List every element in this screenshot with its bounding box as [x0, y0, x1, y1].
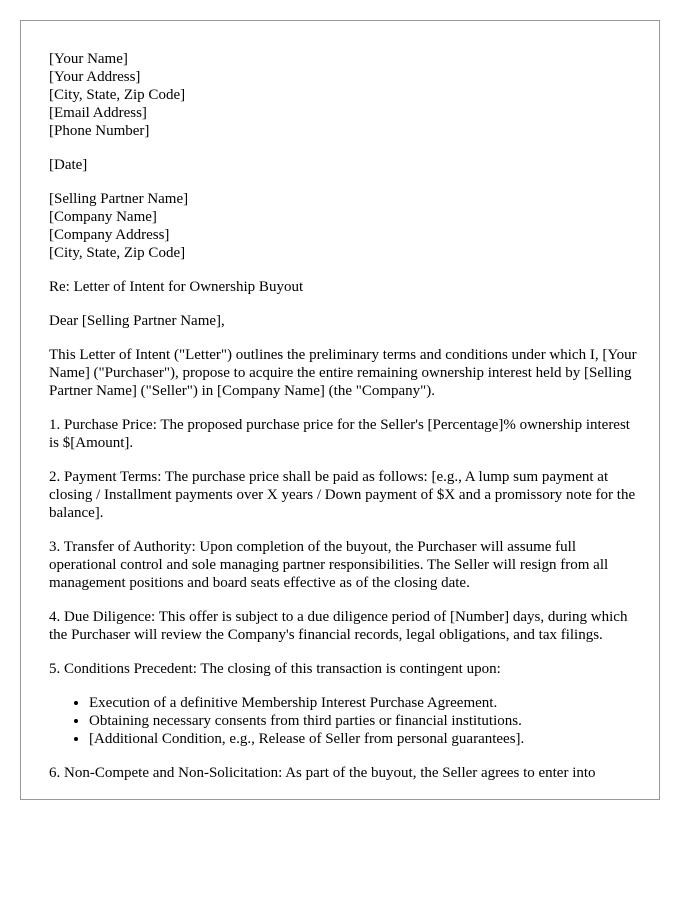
condition-item: • Execution of a definitive Membership Interest Purchase Agreement.	[89, 694, 643, 712]
section-due-diligence: 4. Due Diligence: This offer is subject to a due diligence period of [Number] days, during which the Purchaser will review the Company's financial records, legal obligations, and tax filings.	[49, 609, 628, 643]
recipient-company: [Company Name]	[49, 209, 157, 225]
section-purchase-price: 1. Purchase Price: The proposed purchase price for the Seller's [Percentage]% ownership interest is $[Amount].	[49, 417, 630, 451]
sender-city-state-zip: [City, State, Zip Code]	[49, 87, 186, 103]
sender-address: [Your Address]	[49, 69, 141, 85]
sender-name: [Your Name]	[49, 51, 128, 67]
intro-paragraph: This Letter of Intent ("Letter") outlines the preliminary terms and conditions under which I, [Your Name] ("Purchaser"), propose to acquire the entire remaining ownership interest held by [Selling Partner Name] ("Seller") in [Company Name] (the "Company").	[49, 347, 637, 399]
section-payment-terms: 2. Payment Terms: The purchase price shall be paid as follows: [e.g., A lump sum payment at closing / Installment payments over X years / Down payment of $X and a promissory note for the balance].	[49, 469, 636, 521]
subject-line: Re: Letter of Intent for Ownership Buyout	[49, 279, 304, 295]
letter-body	[49, 50, 643, 798]
date-block	[49, 156, 643, 174]
section-transfer-of-authority: 3. Transfer of Authority: Upon completion of the buyout, the Purchaser will assume full operational control and sole managing partner responsibilities. The Seller will resign from all management positions and board seats effective as of the closing date.	[49, 539, 609, 591]
recipient-address: [Company Address]	[49, 227, 170, 243]
salutation: Dear [Selling Partner Name],	[49, 313, 225, 329]
letter-page	[20, 20, 660, 800]
section-non-compete: 6. Non-Compete and Non-Solicitation: As part of the buyout, the Seller agrees to enter into	[49, 765, 596, 781]
recipient-name: [Selling Partner Name]	[49, 191, 189, 207]
section-conditions-precedent: 5. Conditions Precedent: The closing of this transaction is contingent upon:	[49, 661, 501, 677]
recipient-city-state-zip: [City, State, Zip Code]	[49, 245, 186, 261]
sender-email: [Email Address]	[49, 105, 147, 121]
condition-item: • [Additional Condition, e.g., Release of Seller from personal guarantees].	[89, 730, 643, 748]
sender-phone: [Phone Number]	[49, 123, 150, 139]
condition-item: • Obtaining necessary consents from third parties or financial institutions.	[89, 712, 643, 730]
conditions-list	[49, 694, 643, 748]
recipient-block	[49, 190, 643, 262]
letter-date: [Date]	[49, 157, 88, 173]
sender-block	[49, 50, 643, 140]
